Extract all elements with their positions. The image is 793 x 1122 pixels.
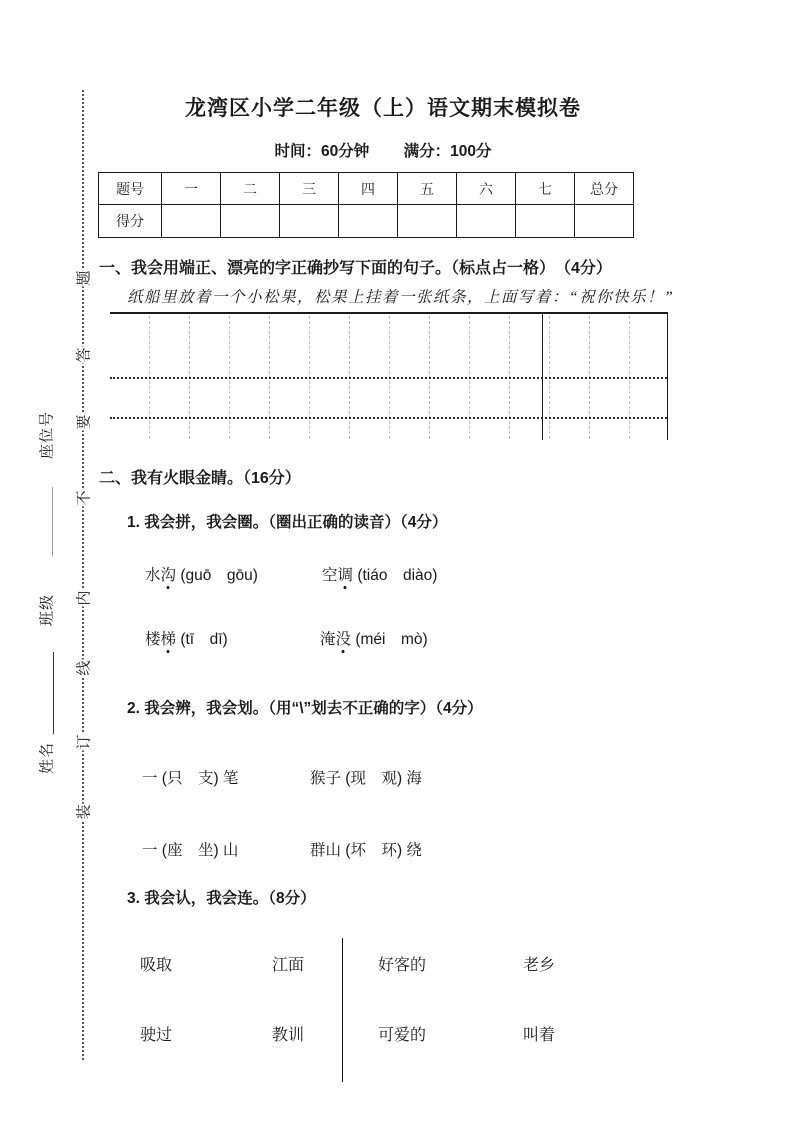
score-cell-blank[interactable] bbox=[221, 205, 280, 238]
copy-sentence: 纸船里放着一个小松果，松果上挂着一张纸条，上面写着：“祝你快乐！” bbox=[127, 289, 675, 306]
pinyin-item[interactable] bbox=[145, 563, 258, 585]
class-label: 班级 bbox=[38, 593, 56, 627]
binding-char: 装 bbox=[73, 803, 94, 820]
pinyin-item[interactable] bbox=[145, 627, 228, 649]
match-word[interactable]: 教训 bbox=[272, 1027, 305, 1044]
choice-item[interactable]: 一 (座 坐) 山 bbox=[142, 842, 239, 859]
score-cell-blank[interactable] bbox=[280, 205, 339, 238]
binding-char: 线 bbox=[73, 659, 94, 676]
match-word[interactable]: 叫着 bbox=[523, 1027, 556, 1044]
binding-char: 答 bbox=[73, 346, 94, 363]
score-table-cell: 三 bbox=[280, 173, 339, 205]
pinyin-item[interactable] bbox=[320, 627, 428, 649]
word-char-emphasized: 沟 bbox=[160, 567, 177, 584]
binding-char: 内 bbox=[73, 589, 94, 606]
binding-char: 不 bbox=[73, 489, 94, 506]
copy-writing-grid[interactable] bbox=[110, 312, 668, 440]
matching-group-divider bbox=[342, 938, 343, 1082]
seat-number-blank[interactable] bbox=[52, 487, 53, 556]
choice-item[interactable]: 猴子 (现 观) 海 bbox=[310, 770, 422, 787]
word-char-emphasized: 没 bbox=[335, 631, 352, 648]
score-table bbox=[98, 172, 634, 238]
score-table-cell: 二 bbox=[221, 173, 280, 205]
score-cell-blank[interactable] bbox=[162, 205, 221, 238]
binding-char: 要 bbox=[73, 413, 94, 430]
full-score: 满分：100分 bbox=[403, 143, 492, 160]
word-char-emphasized: 梯 bbox=[160, 631, 177, 648]
pinyin-options: (tiáo diào) bbox=[357, 567, 438, 584]
score-cell-blank[interactable] bbox=[575, 205, 634, 238]
score-table-cell: 七 bbox=[516, 173, 575, 205]
pinyin-options: (guō gōu) bbox=[180, 567, 258, 584]
score-cell-blank[interactable] bbox=[457, 205, 516, 238]
choice-item[interactable]: 一 (只 支) 笔 bbox=[142, 770, 239, 787]
match-word[interactable]: 好客的 bbox=[378, 957, 427, 974]
pinyin-options: (méi mò) bbox=[355, 631, 428, 648]
pinyin-item[interactable] bbox=[322, 563, 437, 585]
score-table-cell: 四 bbox=[339, 173, 398, 205]
time-limit: 时间：60分钟 bbox=[274, 143, 370, 160]
binding-char: 题 bbox=[73, 269, 94, 286]
score-table-cell: 五 bbox=[398, 173, 457, 205]
match-word[interactable]: 吸取 bbox=[140, 957, 173, 974]
class-blank[interactable] bbox=[53, 652, 54, 734]
score-table-header-row bbox=[99, 173, 634, 205]
score-table-cell: 六 bbox=[457, 173, 516, 205]
grid-dashed-line bbox=[110, 377, 667, 379]
score-table-score-row bbox=[99, 205, 634, 238]
score-table-cell: 总分 bbox=[575, 173, 634, 205]
pinyin-options: (tī dī) bbox=[180, 631, 228, 648]
name-label: 姓名 bbox=[38, 741, 56, 775]
binding-dotted-line bbox=[82, 90, 84, 1060]
q1-heading: 1. 我会拼，我会圈。（圈出正确的读音）（4分） bbox=[127, 514, 448, 531]
word-char: 水 bbox=[145, 567, 161, 584]
q3-heading: 3. 我会认，我会连。（8分） bbox=[127, 890, 316, 907]
q2-heading: 2. 我会辨，我会划。（用“\”划去不正确的字）（4分） bbox=[127, 700, 483, 717]
section-two-heading: 二、我有火眼金睛。（16分） bbox=[99, 470, 301, 487]
score-cell-blank[interactable] bbox=[516, 205, 575, 238]
match-word[interactable]: 可爱的 bbox=[378, 1027, 427, 1044]
word-char: 淹 bbox=[320, 631, 336, 648]
word-char: 楼 bbox=[145, 631, 161, 648]
score-cell-blank[interactable] bbox=[398, 205, 457, 238]
score-table-cell: 一 bbox=[162, 173, 221, 205]
match-word[interactable]: 江面 bbox=[272, 957, 305, 974]
score-cell-blank[interactable] bbox=[339, 205, 398, 238]
word-char: 空 bbox=[322, 567, 338, 584]
score-table-cell: 题号 bbox=[99, 173, 162, 205]
grid-solid-divider bbox=[542, 314, 543, 440]
score-row-label: 得分 bbox=[99, 205, 162, 238]
grid-dashed-line bbox=[110, 417, 667, 419]
match-word[interactable]: 老乡 bbox=[523, 957, 556, 974]
paper-title: 龙湾区小学二年级（上）语文期末模拟卷 bbox=[185, 97, 581, 120]
section-one-heading: 一、我会用端正、漂亮的字正确抄写下面的句子。（标点占一格） （4分） bbox=[99, 260, 612, 277]
binding-char: 订 bbox=[73, 733, 94, 750]
seat-number-label: 座位号 bbox=[38, 410, 56, 460]
paper-subtitle bbox=[97, 139, 669, 161]
word-char-emphasized: 调 bbox=[337, 567, 354, 584]
choice-item[interactable]: 群山 (坏 环) 绕 bbox=[310, 842, 422, 859]
match-word[interactable]: 驶过 bbox=[140, 1027, 173, 1044]
